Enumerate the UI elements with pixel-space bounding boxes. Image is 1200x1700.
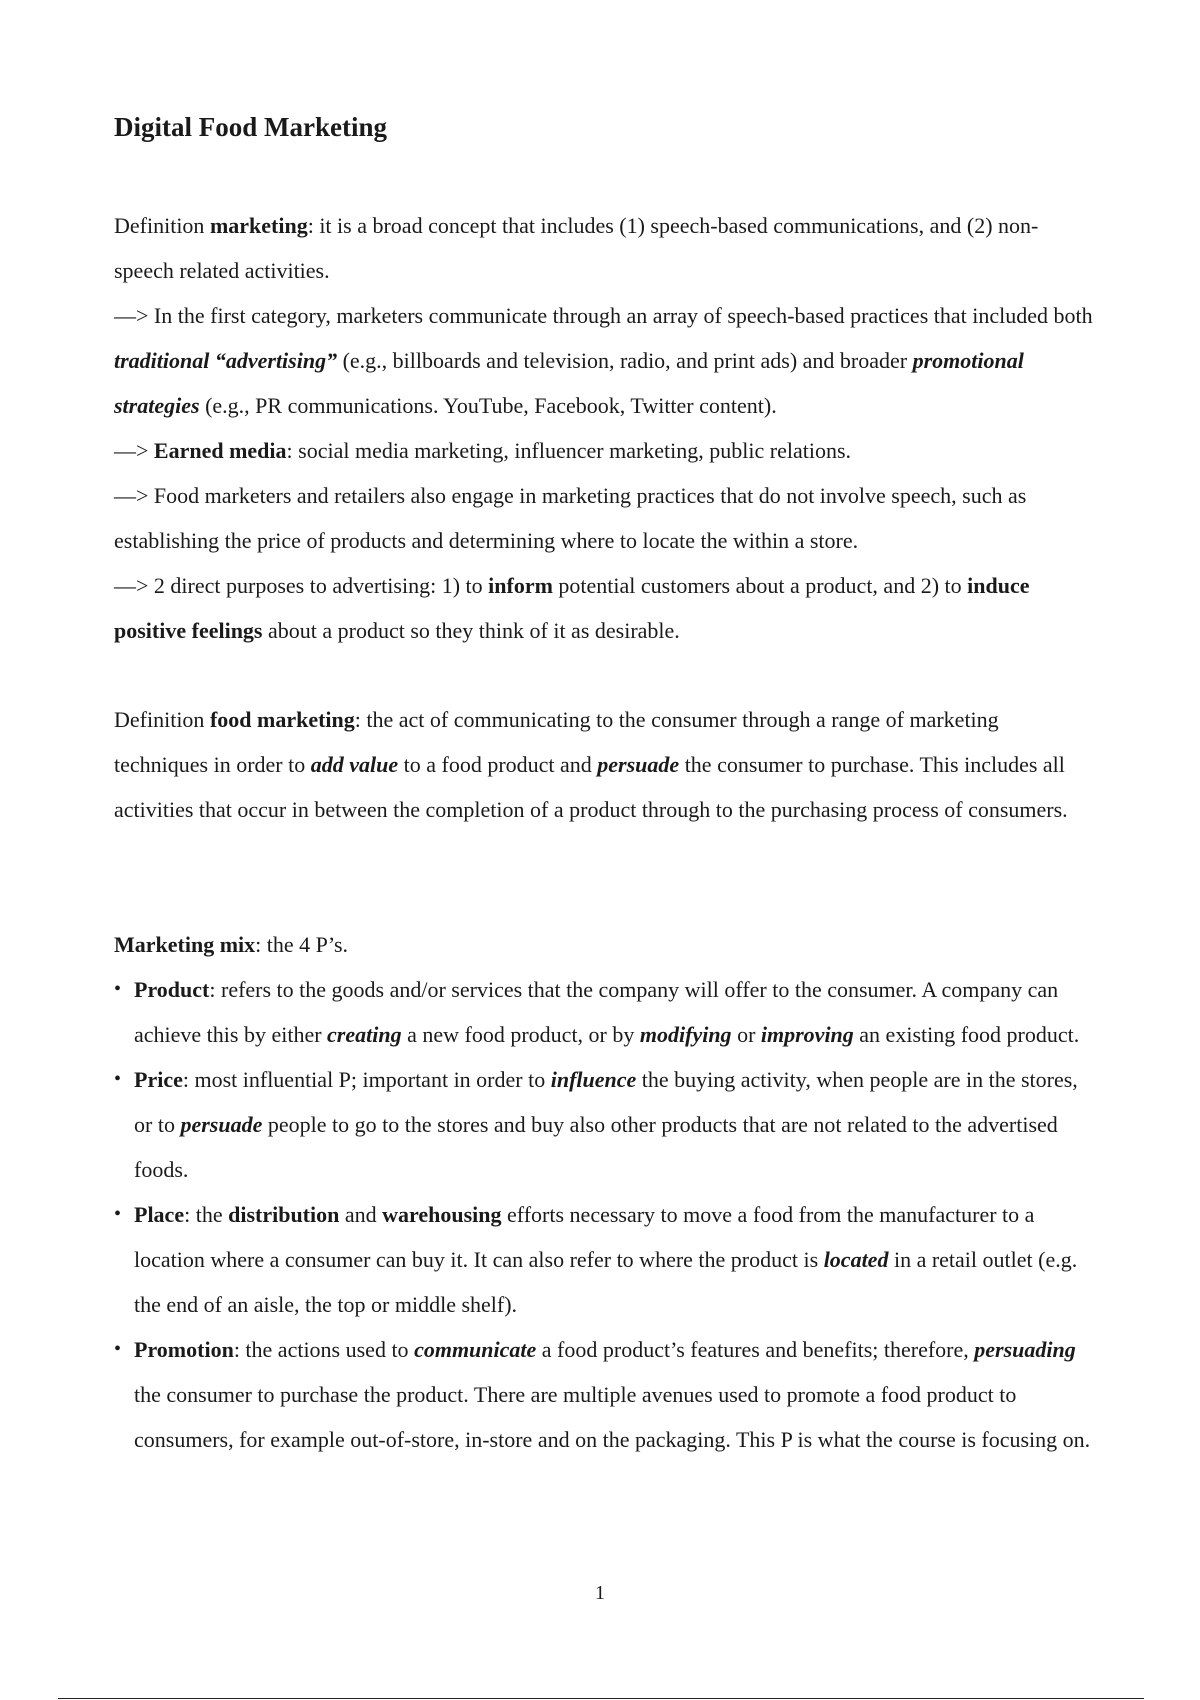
list-item-price: • Price: most influential P; important in order to influence the buying activity, when people are in the stores, or to persuade people to go to the stores and buy also other products that are not related to the advertised foods. bbox=[114, 1057, 1094, 1192]
term-induce-positive-feelings: induce positive feelings bbox=[114, 573, 1030, 643]
bullet-icon: • bbox=[114, 1203, 122, 1225]
marketing-definition-section bbox=[114, 203, 1094, 653]
food-marketing-definition-section bbox=[114, 697, 1094, 832]
arrow-icon: —> bbox=[114, 303, 149, 328]
list-item-product: • Product: refers to the goods and/or services that the company will offer to the consumer. A company can achieve this by either creating a new food product, or by modifying or improving an existing food product. bbox=[114, 967, 1094, 1057]
marketing-definition: Definition marketing: it is a broad concept that includes (1) speech-based communications, and (2) non-speech related activities. bbox=[114, 213, 1039, 283]
term-price: Price bbox=[134, 1067, 183, 1092]
emphasis-add-value: add value bbox=[310, 752, 399, 777]
bullet-icon: • bbox=[114, 978, 122, 1000]
purposes-paragraph: —> 2 direct purposes to advertising: 1) to inform potential customers about a product, and 2) to induce positive feelings about a product so they think of it as desirable. bbox=[114, 573, 1030, 643]
term-inform: inform bbox=[488, 573, 553, 598]
term-food-marketing: food marketing bbox=[209, 707, 355, 732]
arrow-icon: —> bbox=[114, 438, 149, 463]
list-item-promotion: • Promotion: the actions used to communicate a food product’s features and benefits; therefore, persuading the consumer to purchase the product. There are multiple avenues used to promote a food product to consumers, for example out-of-store, in-store and on the packaging. This P is what the course is focusing on. bbox=[114, 1327, 1094, 1462]
emphasis-traditional-advertising: traditional “advertising” bbox=[114, 348, 338, 373]
arrow-icon: —> bbox=[114, 573, 149, 598]
term-marketing: marketing bbox=[209, 213, 308, 238]
non-speech-paragraph: —> Food marketers and retailers also engage in marketing practices that do not involve speech, such as establishing the price of products and determining where to locate the within a store. bbox=[114, 483, 1027, 553]
footer-divider bbox=[58, 1698, 1144, 1699]
first-category-paragraph: —> In the first category, marketers communicate through an array of speech-based practices that included both traditional “advertising” (e.g., billboards and television, radio, and print ads) and broader promotional strategies (e.g., PR communications. YouTube, Facebook, Twitter content). bbox=[114, 303, 1093, 418]
bullet-icon: • bbox=[114, 1338, 122, 1360]
term-product: Product bbox=[134, 977, 210, 1002]
term-marketing-mix: Marketing mix bbox=[114, 932, 256, 957]
earned-media-paragraph: —> Earned media: social media marketing, influencer marketing, public relations. bbox=[114, 438, 852, 463]
term-place: Place bbox=[134, 1202, 185, 1227]
marketing-mix-heading: Marketing mix: the 4 P’s. bbox=[114, 932, 349, 957]
list-item-place: • Place: the distribution and warehousing efforts necessary to move a food from the manufacturer to a location where a consumer can buy it. It can also refer to where the product is located in a retail outlet (e.g. the end of an aisle, the top or middle shelf). bbox=[114, 1192, 1094, 1327]
emphasis-persuade: persuade bbox=[597, 752, 680, 777]
four-ps-list bbox=[114, 967, 1094, 1462]
arrow-icon: —> bbox=[114, 483, 149, 508]
marketing-mix-section bbox=[114, 922, 1094, 1462]
term-promotion: Promotion bbox=[134, 1337, 234, 1362]
emphasis-promotional-strategies: promotional strategies bbox=[114, 348, 1024, 418]
term-earned-media: Earned media bbox=[153, 438, 287, 463]
bullet-icon: • bbox=[114, 1068, 122, 1090]
page-title: Digital Food Marketing bbox=[114, 112, 387, 142]
page-number: 1 bbox=[595, 1582, 605, 1604]
food-marketing-definition: Definition food marketing: the act of communicating to the consumer through a range of marketing techniques in order to add value to a food product and persuade the consumer to purchase. This includes all activities that occur in between the completion of a product through to the purchasing process of consumers. bbox=[114, 707, 1068, 822]
